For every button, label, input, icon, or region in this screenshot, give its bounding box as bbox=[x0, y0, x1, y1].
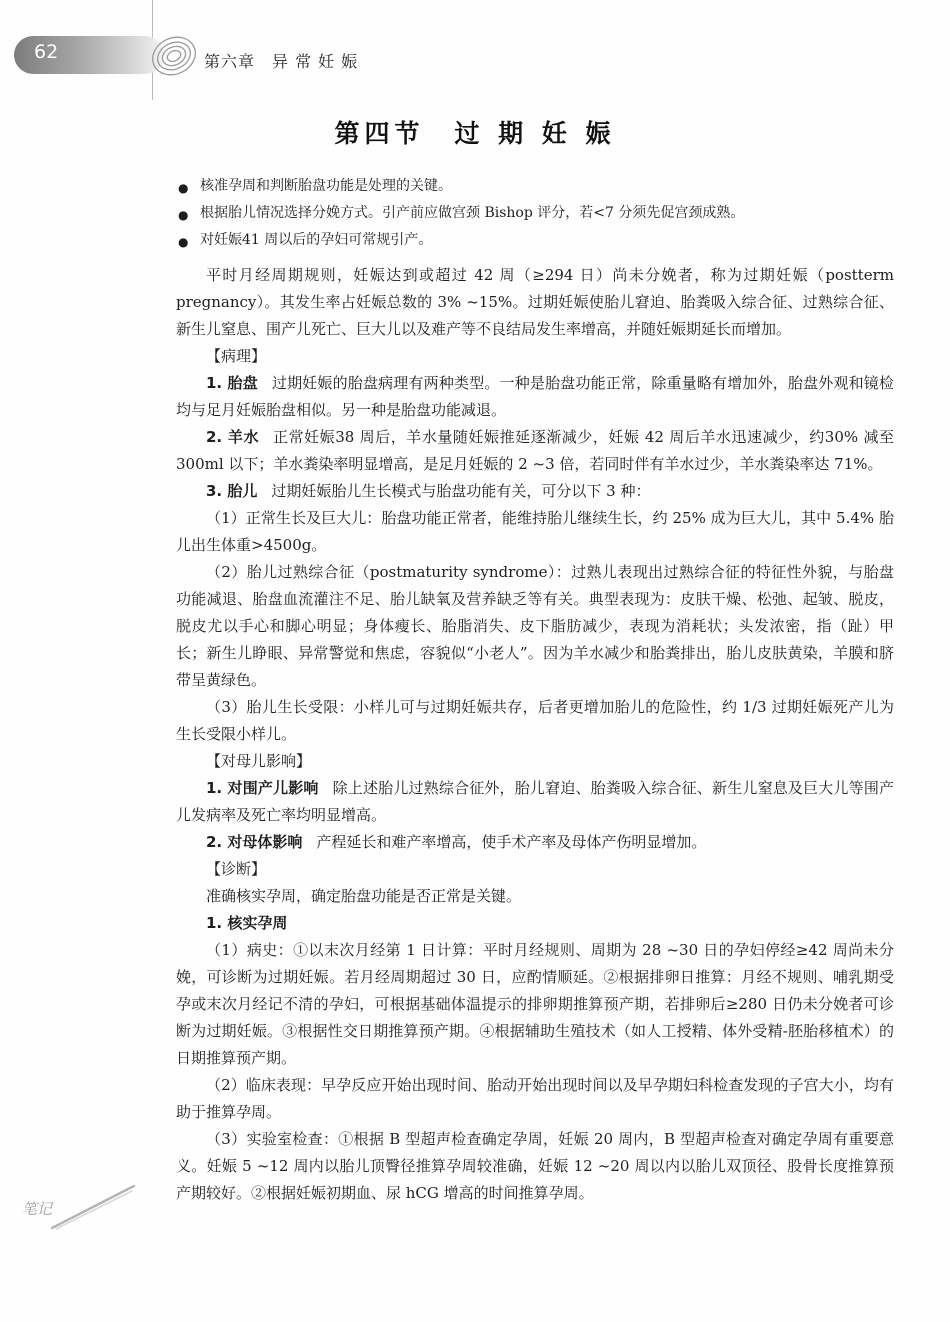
amniotic-label: 2. 羊水 bbox=[206, 428, 260, 446]
amniotic-paragraph: 2. 羊水 正常妊娠38 周后，羊水量随妊娠推延逐渐减少，妊娠 42 周后羊水迅速减少，约30% 减至 300ml 以下；羊水粪染率明显增高，是足月妊娠的 2 ~3 倍，若同时伴有羊水过少，羊水粪染率达 71%。 bbox=[176, 428, 894, 473]
notes-label: 笔记 bbox=[22, 1200, 53, 1218]
margin-notes bbox=[22, 1198, 52, 1219]
section-title: 第四节 过 期 妊 娠 bbox=[334, 119, 616, 148]
diagnosis-subheading: 1. 核实孕周 bbox=[206, 914, 288, 932]
maternal-label: 2. 对母体影响 bbox=[206, 833, 303, 851]
diagnosis-intro: 准确核实孕周，确定胎盘功能是否正常是关键。 bbox=[206, 887, 522, 905]
diagnosis-item: （1）病史：①以末次月经第 1 日计算：平时月经规则、周期为 28 ~30 日的孕妇停经≥42 周尚未分娩，可诊断为过期妊娠。若月经周期超过 30 日，应酌情顺延。②根据排卵日推算：月经不规则、哺乳期受孕或末次月经记不清的孕妇，可根据基础体温提示的排卵期推算预产期，若排卵后≥280 日仍未分娩者可诊断为过期妊娠。③根据性交日期推算预产期。④根据辅助生殖技术（如人工授精、体外受精-胚胎移植术）的日期推算预产期。 bbox=[176, 941, 894, 1067]
key-point: ● 对妊娠41 周以后的孕妇可常规引产。 bbox=[178, 230, 898, 257]
diagnosis-item: （3）实验室检查：①根据 B 型超声检查确定孕周，妊娠 20 周内，B 型超声检查对确定孕周有重要意义。妊娠 5 ~12 周内以胎儿顶臀径推算孕周较准确，妊娠 12 ~20 周以内以胎儿双顶径、股骨长度推算预产期较好。②根据妊娠初期血、尿 hCG 增高的时间推算孕周。 bbox=[176, 1130, 894, 1202]
pathology-heading: 【病理】 bbox=[206, 347, 267, 365]
impact-heading: 【对母儿影响】 bbox=[206, 752, 312, 770]
fetus-item: （2）胎儿过熟综合征（postmaturity syndrome）：过熟儿表现出过熟综合征的特征性外貌，与胎盘功能减退、胎盘血流灌注不足、胎儿缺氧及营养缺乏等有关。典型表现为：皮肤干燥、松弛、起皱、脱皮，脱皮尤以手心和脚心明显；身体瘦长、胎脂消失、皮下脂肪减少，表现为消耗状；头发浓密，指（趾）甲长；新生儿睁眼、异常警觉和焦虑，容貌似“小老人”。因为羊水减少和胎粪排出，胎儿皮肤黄染，羊膜和脐带呈黄绿色。 bbox=[176, 563, 894, 689]
intro-paragraph: 平时月经周期规则，妊娠达到或超过 42 周（≥294 日）尚未分娩者，称为过期妊娠（postterm pregnancy）。其发生率占妊娠总数的 3% ~15%。过期妊娠使胎儿窘迫、胎粪吸入综合征、过熟综合征、新生儿窒息、围产儿死亡、巨大儿以及难产等不良结局发生率增高，并随妊娠期延长而增加。 bbox=[176, 266, 894, 338]
fetus-label: 3. 胎儿 bbox=[206, 482, 258, 500]
chapter-title: 第六章 异 常 妊 娠 bbox=[204, 52, 359, 71]
placenta-paragraph: 1. 胎盘 过期妊娠的胎盘病理有两种类型。一种是胎盘功能正常，除重量略有增加外，胎盘外观和镜检均与足月妊娠胎盘相似。另一种是胎盘功能减退。 bbox=[176, 374, 894, 419]
main-text bbox=[176, 262, 894, 1207]
perinatal-paragraph: 1. 对围产儿影响 除上述胎儿过熟综合征外，胎儿窘迫、胎粪吸入综合征、新生儿窒息及巨大儿等围产儿发病率及死亡率均明显增高。 bbox=[176, 779, 894, 824]
perinatal-label: 1. 对围产儿影响 bbox=[206, 779, 319, 797]
fetus-item: （1）正常生长及巨大儿：胎盘功能正常者，能维持胎儿继续生长，约 25% 成为巨大儿，其中 5.4% 胎儿出生体重>4500g。 bbox=[176, 509, 894, 554]
pen-icon bbox=[48, 1182, 138, 1232]
maternal-paragraph: 2. 对母体影响 产程延长和难产率增高，使手术产率及母体产伤明显增加。 bbox=[206, 833, 707, 851]
placenta-label: 1. 胎盘 bbox=[206, 374, 258, 392]
bullet-icon: ● bbox=[178, 208, 189, 222]
fetus-paragraph: 3. 胎儿 过期妊娠胎儿生长模式与胎盘功能有关，可分以下 3 种： bbox=[206, 482, 651, 500]
bullet-icon: ● bbox=[178, 235, 189, 249]
page-number: 62 bbox=[34, 41, 59, 63]
key-point: ● 核准孕周和判断胎盘功能是处理的关键。 bbox=[178, 176, 898, 203]
fetus-item: （3）胎儿生长受限：小样儿可与过期妊娠共存，后者更增加胎儿的危险性，约 1/3 过期妊娠死产儿为生长受限小样儿。 bbox=[176, 698, 894, 743]
bullet-icon: ● bbox=[178, 181, 189, 195]
swirl-ornament-icon bbox=[146, 30, 202, 82]
diagnosis-item: （2）临床表现：早孕反应开始出现时间、胎动开始出现时间以及早孕期妇科检查发现的子宫大小，均有助于推算孕周。 bbox=[176, 1076, 894, 1121]
key-point: ● 根据胎儿情况选择分娩方式。引产前应做宫颈 Bishop 评分，若<7 分须先促宫颈成熟。 bbox=[178, 203, 898, 230]
key-points-list bbox=[178, 176, 898, 257]
diagnosis-heading: 【诊断】 bbox=[206, 860, 267, 878]
